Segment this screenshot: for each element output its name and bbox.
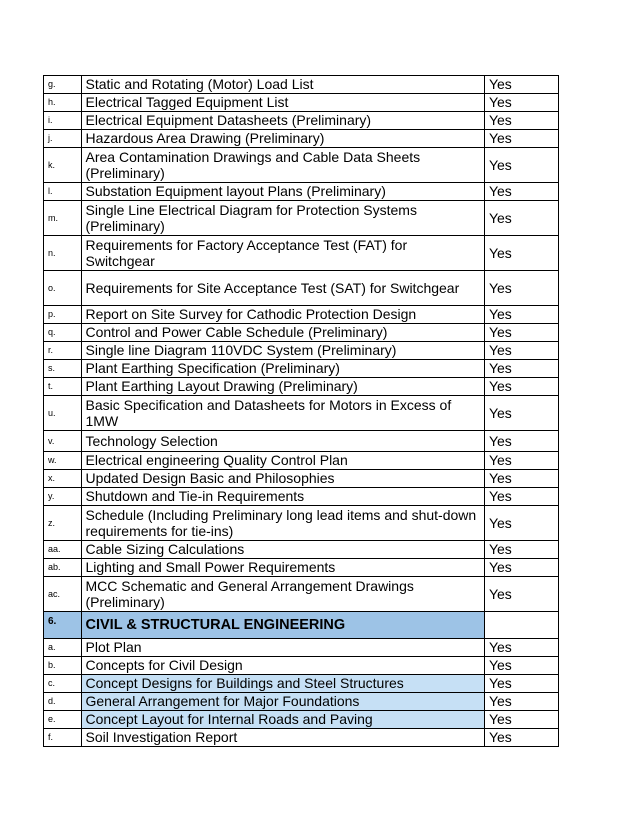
item-description: Shutdown and Tie-in Requirements	[81, 488, 484, 506]
item-description: Plot Plan	[81, 639, 484, 657]
table-row	[44, 342, 559, 360]
table-row	[44, 236, 559, 271]
item-status: Yes	[484, 112, 558, 130]
item-status: Yes	[484, 729, 558, 747]
table-row	[44, 470, 559, 488]
item-description: Concept Designs for Buildings and Steel Structures	[81, 675, 484, 693]
item-letter: h.	[44, 94, 82, 112]
table-row	[44, 396, 559, 431]
item-letter: f.	[44, 729, 82, 747]
item-status: Yes	[484, 639, 558, 657]
item-description: Cable Sizing Calculations	[81, 541, 484, 559]
item-status: Yes	[484, 324, 558, 342]
item-status: Yes	[484, 148, 558, 183]
item-letter: t.	[44, 378, 82, 396]
table-row	[44, 506, 559, 541]
item-description: Report on Site Survey for Cathodic Protection Design	[81, 306, 484, 324]
item-status: Yes	[484, 452, 558, 470]
table-row	[44, 431, 559, 452]
section-header-row	[44, 612, 559, 639]
item-status: Yes	[484, 541, 558, 559]
table-row	[44, 76, 559, 94]
deliverables-table-body	[44, 76, 559, 747]
item-status: Yes	[484, 711, 558, 729]
table-row	[44, 112, 559, 130]
table-row	[44, 675, 559, 693]
table-row	[44, 271, 559, 306]
item-description: Updated Design Basic and Philosophies	[81, 470, 484, 488]
item-status: Yes	[484, 559, 558, 577]
item-description: Electrical Tagged Equipment List	[81, 94, 484, 112]
table-row	[44, 693, 559, 711]
item-description: Plant Earthing Layout Drawing (Preliminary)	[81, 378, 484, 396]
item-description: Lighting and Small Power Requirements	[81, 559, 484, 577]
item-status: Yes	[484, 431, 558, 452]
item-description: Requirements for Site Acceptance Test (SAT) for Switchgear	[81, 271, 484, 306]
item-description: Basic Specification and Datasheets for Motors in Excess of 1MW	[81, 396, 484, 431]
section-title: CIVIL & STRUCTURAL ENGINEERING	[81, 612, 484, 639]
item-description: Concepts for Civil Design	[81, 657, 484, 675]
table-row	[44, 729, 559, 747]
item-status: Yes	[484, 396, 558, 431]
item-status: Yes	[484, 577, 558, 612]
item-description: Hazardous Area Drawing (Preliminary)	[81, 130, 484, 148]
table-row	[44, 148, 559, 183]
table-row	[44, 577, 559, 612]
table-row	[44, 488, 559, 506]
table-row	[44, 94, 559, 112]
item-letter: e.	[44, 711, 82, 729]
table-row	[44, 541, 559, 559]
item-description: Requirements for Factory Acceptance Test (FAT) for Switchgear	[81, 236, 484, 271]
item-description: Plant Earthing Specification (Preliminary)	[81, 360, 484, 378]
item-letter: a.	[44, 639, 82, 657]
item-status: Yes	[484, 657, 558, 675]
item-letter: b.	[44, 657, 82, 675]
table-row	[44, 324, 559, 342]
item-status: Yes	[484, 201, 558, 236]
table-row	[44, 639, 559, 657]
item-letter: k.	[44, 148, 82, 183]
table-row	[44, 559, 559, 577]
item-description: Technology Selection	[81, 431, 484, 452]
item-letter: j.	[44, 130, 82, 148]
item-letter: q.	[44, 324, 82, 342]
item-description: Electrical engineering Quality Control Plan	[81, 452, 484, 470]
section-number: 6.	[44, 612, 82, 639]
item-letter: aa.	[44, 541, 82, 559]
item-status: Yes	[484, 76, 558, 94]
item-description: Single line Diagram 110VDC System (Preliminary)	[81, 342, 484, 360]
item-letter: x.	[44, 470, 82, 488]
item-letter: ab.	[44, 559, 82, 577]
item-status: Yes	[484, 488, 558, 506]
item-letter: l.	[44, 183, 82, 201]
item-description: Substation Equipment layout Plans (Preliminary)	[81, 183, 484, 201]
item-letter: z.	[44, 506, 82, 541]
deliverables-table	[43, 75, 559, 747]
table-row	[44, 360, 559, 378]
item-letter: o.	[44, 271, 82, 306]
item-letter: p.	[44, 306, 82, 324]
item-letter: i.	[44, 112, 82, 130]
item-status: Yes	[484, 130, 558, 148]
item-description: Schedule (Including Preliminary long lead items and shut-down requirements for tie-ins)	[81, 506, 484, 541]
item-description: Area Contamination Drawings and Cable Data Sheets (Preliminary)	[81, 148, 484, 183]
item-status: Yes	[484, 693, 558, 711]
item-letter: ac.	[44, 577, 82, 612]
item-description: General Arrangement for Major Foundations	[81, 693, 484, 711]
item-status: Yes	[484, 470, 558, 488]
item-status: Yes	[484, 360, 558, 378]
item-letter: r.	[44, 342, 82, 360]
item-letter: u.	[44, 396, 82, 431]
item-description: Single Line Electrical Diagram for Protection Systems (Preliminary)	[81, 201, 484, 236]
item-letter: y.	[44, 488, 82, 506]
item-status: Yes	[484, 306, 558, 324]
item-description: Static and Rotating (Motor) Load List	[81, 76, 484, 94]
item-letter: g.	[44, 76, 82, 94]
table-row	[44, 452, 559, 470]
item-status: Yes	[484, 675, 558, 693]
item-letter: n.	[44, 236, 82, 271]
table-row	[44, 711, 559, 729]
item-letter: v.	[44, 431, 82, 452]
item-status: Yes	[484, 378, 558, 396]
table-row	[44, 378, 559, 396]
item-status: Yes	[484, 271, 558, 306]
table-row	[44, 130, 559, 148]
item-description: Soil Investigation Report	[81, 729, 484, 747]
item-letter: d.	[44, 693, 82, 711]
item-status: Yes	[484, 236, 558, 271]
table-row	[44, 201, 559, 236]
item-description: Electrical Equipment Datasheets (Preliminary)	[81, 112, 484, 130]
item-letter: s.	[44, 360, 82, 378]
table-row	[44, 306, 559, 324]
item-letter: c.	[44, 675, 82, 693]
section-status-cell	[484, 612, 558, 639]
item-description: MCC Schematic and General Arrangement Drawings (Preliminary)	[81, 577, 484, 612]
table-row	[44, 183, 559, 201]
item-description: Control and Power Cable Schedule (Preliminary)	[81, 324, 484, 342]
item-status: Yes	[484, 94, 558, 112]
item-letter: w.	[44, 452, 82, 470]
item-description: Concept Layout for Internal Roads and Paving	[81, 711, 484, 729]
table-row	[44, 657, 559, 675]
item-status: Yes	[484, 506, 558, 541]
item-status: Yes	[484, 342, 558, 360]
item-letter: m.	[44, 201, 82, 236]
item-status: Yes	[484, 183, 558, 201]
